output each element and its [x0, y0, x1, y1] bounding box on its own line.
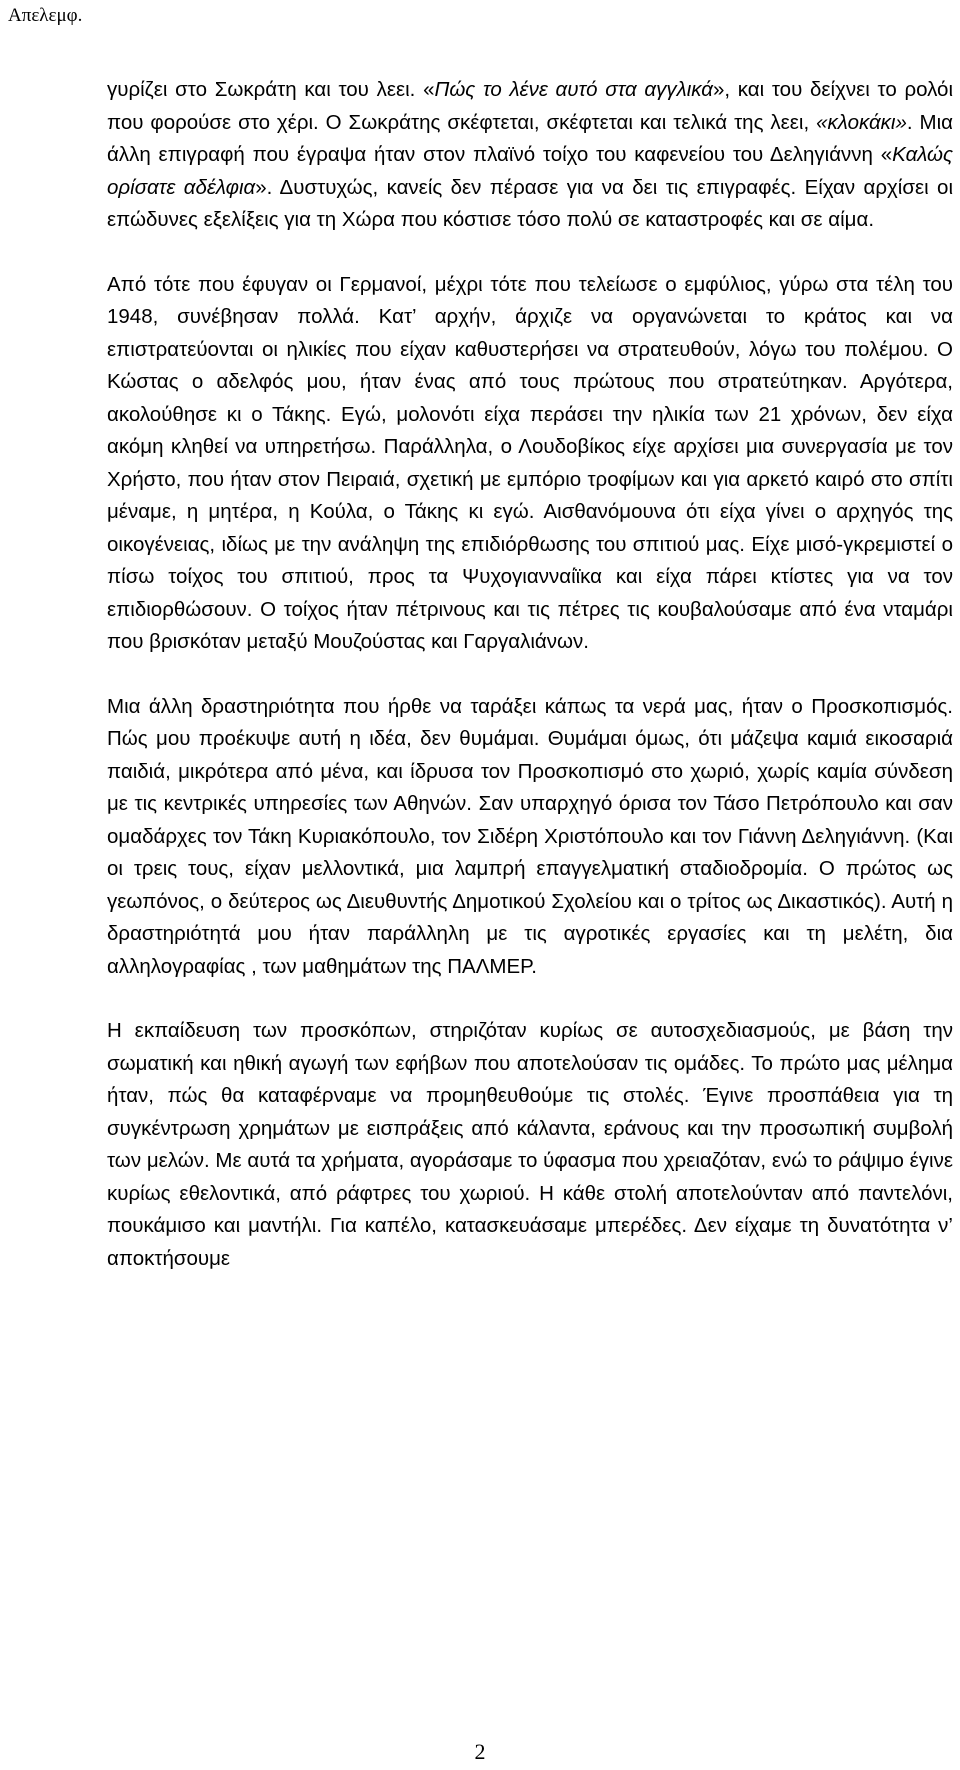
- page-number: 2: [474, 1739, 486, 1764]
- paragraph: [107, 691, 953, 984]
- text-run: γυρίζει στο Σωκράτη και του λεει. «: [107, 78, 435, 101]
- text-run: », και του δείχνει το ρολόι που φορούσε στο χέρι. Ο Σωκράτης σκέφτεται, σκέφτεται και τελικά της λεει,: [107, 78, 954, 134]
- text-run: Μια άλλη δραστηριότητα που ήρθε να ταράξει κάπως τα νερά μας, ήταν ο Προσκοπισμός. Πώς μου προέκυψε αυτή η ιδέα, δεν θυμάμαι. Θυμάμαι όμως, ότι μάζεψα καμιά εικοσαριά παιδιά, μικρότερα από μένα, και ίδρυσα τον Προσκοπισμό στο χωριό, χωρίς καμία σύνδεση με τις κεντρικές υπηρεσίες των Αθηνών. Σαν υπαρχηγό όρισα τον Τάσο Πετρόπουλο και σαν ομαδάρχες τον Τάκη Κυριακόπουλο, τον Σιδέρη Χριστόπουλο και τον Γιάννη Δεληγιάννη. (Και οι τρεις τους, είχαν μελλοντικά, μια λαμπρή επαγγελματική σταδιοδρομία. Ο πρώτος ως γεωπόνος, ο δεύτερος ως Διευθυντής Δημοτικού Σχολείου και ο τρίτος ως Δικαστικός). Αυτή η δραστηριότητά μου ήταν παράλληλη με τις αγροτικές εργασίες και τη μελέτη, δια αλληλογραφίας , των μαθημάτων της ΠΑΛΜΕΡ.: [107, 694, 953, 978]
- italic-text-run: Πώς το λένε αυτό στα αγγλικά: [434, 78, 713, 101]
- running-header: Απελεμφ.: [8, 5, 83, 26]
- paragraph: [107, 1015, 953, 1275]
- italic-text-run: Καλώς ορίσατε αδέλφια: [107, 143, 953, 199]
- text-run: ». Δυστυχώς, κανείς δεν πέρασε για να δει τις επιγραφές. Είχαν αρχίσει οι επώδυνες εξελίξεις για τη Χώρα που κόστισε τόσο πολύ σε καταστροφές και σε αίμα.: [107, 175, 953, 231]
- document-body: [107, 74, 953, 1275]
- paragraph: [107, 74, 953, 237]
- text-run: Από τότε που έφυγαν οι Γερμανοί, μέχρι τότε που τελείωσε ο εμφύλιος, γύρω στα τέλη του 1948, συνέβησαν πολλά. Κατ’ αρχήν, άρχιζε να οργανώνεται το κράτος και να επιστρατεύονται οι ηλικίες που είχαν καθυστερήσει να στρατευθούν, λόγω του πολέμου. Ο Κώστας ο αδελφός μου, ήταν ένας από τους πρώτους που στρατεύτηκαν. Αργότερα, ακολούθησε κι ο Τάκης. Εγώ, μολονότι είχα περάσει την ηλικία των 21 χρόνων, δεν είχα ακόμη κληθεί να υπηρετήσω. Παράλληλα, ο Λουδοβίκος είχε αρχίσει μια συνεργασία με τον Χρήστο, που ήταν στον Πειραιά, σχετική με εμπόριο τροφίμων και για αρκετό καιρό στο σπίτι μέναμε, η μητέρα, η Κούλα, ο Τάκης κι εγώ. Αισθανόμουνα ότι είχα γίνει ο αρχηγός της οικογένειας, ιδίως με την ανάληψη της επιδιόρθωσης του σπιτιού μας. Είχε μισό-γκρεμιστεί ο πίσω τοίχος του σπιτιού, προς τα Ψυχογιανναίϊκα και είχα πάρει κτίστες για να τον επιδιορθώσουν. Ο τοίχος ήταν πέτρινους και τις πέτρες τις κουβαλούσαμε από ένα νταμάρι που βρισκόταν μεταξύ Μουζούστας και Γαργαλιάνων.: [107, 272, 953, 653]
- paragraph: [107, 269, 953, 659]
- italic-text-run: «κλοκάκι»: [816, 110, 907, 134]
- text-run: Η εκπαίδευση των προσκόπων, στηριζόταν κυρίως σε αυτοσχεδιασμούς, με βάση την σωματική και ηθική αγωγή των εφήβων που αποτελούσαν τις ομάδες. Το πρώτο μας μέλημα ήταν, πώς θα καταφέρναμε να προμηθευθούμε τις στολές. Έγινε προσπάθεια για τη συγκέντρωση χρημάτων με εισπράξεις από κάλαντα, εράνους και την προσωπική συμβολή των μελών. Με αυτά τα χρήματα, αγοράσαμε το ύφασμα που χρειαζόταν, ενώ το ράψιμο έγινε κυρίως εθελοντικά, από ράφτρες του χωριού. Η κάθε στολή αποτελούνταν από παντελόνι, πουκάμισο και μαντήλι. Για καπέλο, κατασκευάσαμε μπερέδες. Δεν είχαμε τη δυνατότητα ν’ αποκτήσουμε: [107, 1019, 953, 1270]
- text-run: . Μια άλλη επιγραφή που έγραψα ήταν στον πλαϊνό τοίχο του καφενείου του Δεληγιάννη «: [107, 110, 953, 166]
